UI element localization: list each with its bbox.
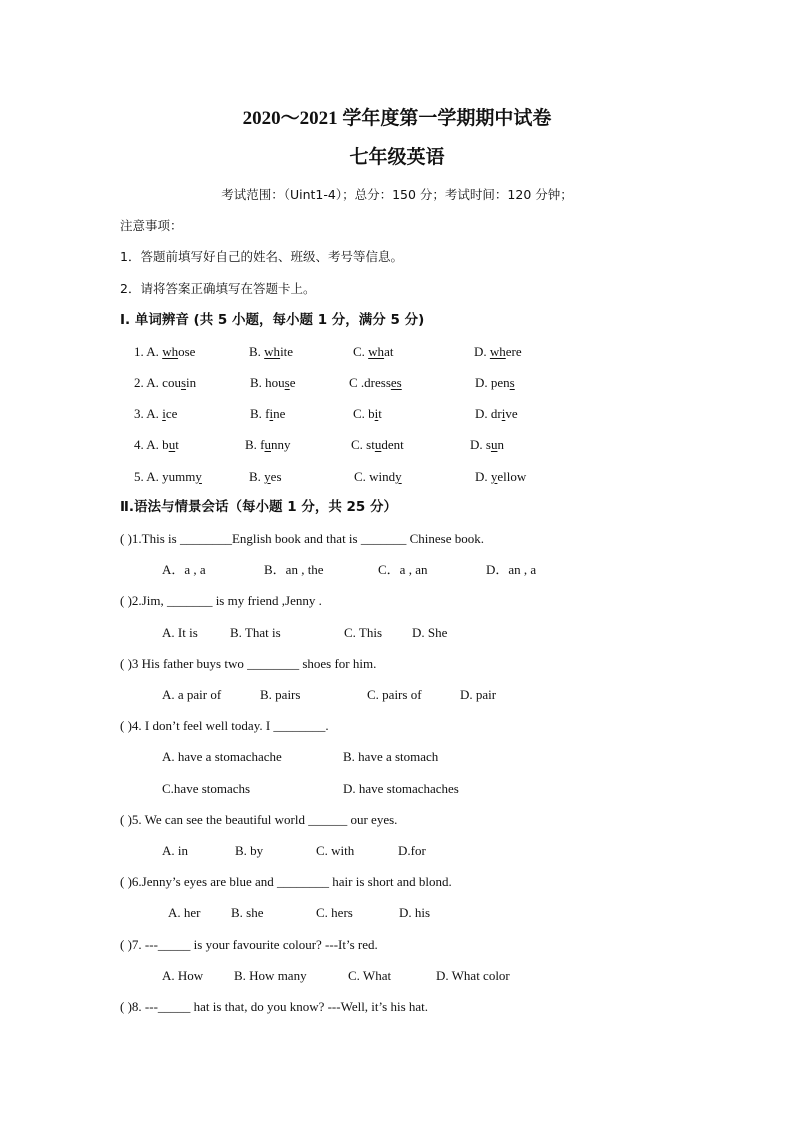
section1-q5-option-A: A. yummy <box>146 469 202 484</box>
section1-q5-option-C: C. windy <box>354 469 402 484</box>
section2-q7-option-A: A. How <box>162 968 204 983</box>
section1-q2-option-D: D. pens <box>475 375 515 390</box>
section1-q1-option-A: A. whose <box>146 344 196 359</box>
section1-q1-option-D: D. where <box>474 344 522 359</box>
section2-q1-option-C: C．a , an <box>378 562 428 577</box>
section2-q6-option-D: D. his <box>399 905 431 920</box>
section2-q3-option-A: A. a pair of <box>162 687 222 702</box>
section1-q4-option-D: D. sun <box>470 437 504 452</box>
notes-item-1: 1．答题前填写好自己的姓名、班级、考号等信息。 <box>120 249 403 264</box>
section1-q4-option-A: A. but <box>146 437 179 452</box>
section2-q7-option-B: B. How many <box>234 968 307 983</box>
notes-heading: 注意事项： <box>120 218 183 233</box>
underlined-letters: s <box>509 375 515 390</box>
section2-question-2-stem: ( )2.Jim, _______ is my friend ,Jenny . <box>120 593 322 608</box>
section2-question-8-stem: ( )8. ---_____ hat is that, do you know? ---Well, it’s his hat. <box>120 999 429 1014</box>
section2-q2-option-B: B. That is <box>230 625 281 640</box>
section1-q3-option-D: D. drive <box>475 406 518 421</box>
section1-option-cell <box>250 406 285 422</box>
section1-q4-option-B: B. funny <box>245 437 291 452</box>
section1-q3-option-C: C. bit <box>353 406 382 421</box>
section1-option-cell <box>250 375 296 391</box>
underlined-letters: s <box>180 375 187 390</box>
underlined-letters: y <box>395 469 402 484</box>
section2-q2-option-A: A. It is <box>162 625 198 640</box>
section1-option-cell <box>475 375 515 391</box>
underlined-letters: u <box>374 437 382 452</box>
section1-option-cell <box>353 344 393 360</box>
section1-option-cell <box>475 469 526 485</box>
section1-q1-option-C: C. what <box>353 344 394 359</box>
section1-option-cell <box>349 375 402 391</box>
section1-q2-option-A: A. cousin <box>146 375 197 390</box>
section2-q3-option-C: C. pairs of <box>367 687 422 702</box>
section2-q3-option-D: D. pair <box>460 687 497 702</box>
underlined-letters: i <box>269 406 274 421</box>
section2-q7-option-D: D. What color <box>436 968 510 983</box>
section2-q3-option-B: B. pairs <box>260 687 301 702</box>
section2-q2-option-D: D. She <box>412 625 448 640</box>
section1-option-cell <box>475 406 518 422</box>
section1-q2-option-C: C .dresses <box>349 375 402 390</box>
section2-q1-option-A: A．a , a <box>162 562 206 577</box>
exam-info: 考试范围：（Uint1-4）；总分：150 分；考试时间：120 分钟； <box>221 187 573 202</box>
underlined-letters: wh <box>489 344 506 359</box>
section1-option-cell <box>354 469 402 485</box>
section2-q5-option-C: C. with <box>316 843 355 858</box>
underlined-letters: u <box>490 437 498 452</box>
underlined-letters: s <box>284 375 290 390</box>
section1-question-1: 1. A. whose <box>134 344 196 359</box>
section1-question-5: 5. A. yummy <box>134 469 202 484</box>
section2-q2-option-C: C. This <box>344 625 383 640</box>
underlined-letters: wh <box>162 344 179 359</box>
section1-question-3: 3. A. ice <box>134 406 178 421</box>
section1-option-cell <box>351 437 404 453</box>
section2-q5-option-A: A. in <box>162 843 188 858</box>
section1-option-cell <box>470 437 504 453</box>
underlined-letters: u <box>168 437 176 452</box>
underlined-letters: i <box>162 406 166 421</box>
section2-q6-option-B: B. she <box>231 905 264 920</box>
underlined-letters: i <box>374 406 379 421</box>
section1-q1-option-B: B. white <box>249 344 294 359</box>
section1-q3-option-A: A. ice <box>146 406 178 421</box>
underlined-letters: wh <box>368 344 385 359</box>
section1-option-cell <box>353 406 382 422</box>
section1-option-cell <box>249 469 282 485</box>
section2-q7-option-C: C. What <box>348 968 392 983</box>
section2-question-5-stem: ( )5. We can see the beautiful world ______ our eyes. <box>120 812 398 827</box>
section1-question-2: 2. A. cousin <box>134 375 197 390</box>
section2-q5-option-D: D.for <box>398 843 426 858</box>
underlined-letters: wh <box>264 344 281 359</box>
section1-heading: I. 单词辨音 (共 5 小题，每小题 1 分，满分 5 分) <box>120 312 425 328</box>
underlined-letters: es <box>390 375 402 390</box>
section2-q1-option-B: B．an , the <box>264 562 324 577</box>
section2-q4-option-A: A. have a stomachache <box>162 749 282 764</box>
section2-question-6-stem: ( )6.Jenny’s eyes are blue and ________ hair is short and blond. <box>120 874 452 889</box>
section1-q5-option-D: D. yellow <box>475 469 527 484</box>
section1-q4-option-C: C. student <box>351 437 404 452</box>
underlined-letters: y <box>490 469 498 484</box>
section2-q4-option-B: B. have a stomach <box>343 749 439 764</box>
section2-question-7-stem: ( )7. ---_____ is your favourite colour? ---It’s red. <box>120 937 378 952</box>
section2-q4-option-C: C.have stomachs <box>162 781 251 796</box>
section1-q2-option-B: B. house <box>250 375 296 390</box>
section2-q1-option-D: D．an , a <box>486 562 537 577</box>
underlined-letters: y <box>195 469 202 484</box>
section1-option-cell <box>474 344 522 360</box>
section2-q6-option-C: C. hers <box>316 905 353 920</box>
section2-q5-option-B: B. by <box>235 843 264 858</box>
exam-title: 2020～2021 学年度第一学期期中试卷 <box>242 108 552 129</box>
section2-question-4-stem: ( )4. I don’t feel well today. I ________. <box>120 718 329 733</box>
notes-item-2: 2．请将答案正确填写在答题卡上。 <box>120 281 316 296</box>
section1-q3-option-B: B. fine <box>250 406 286 421</box>
underlined-letters: y <box>264 469 271 484</box>
section1-question-4: 4. A. but <box>134 437 179 452</box>
underlined-letters: u <box>264 437 271 452</box>
section2-question-1-stem: ( )1.This is ________English book and that is _______ Chinese book. <box>120 531 484 546</box>
exam-grade-subject: 七年级英语 <box>349 147 445 168</box>
section1-q5-option-B: B. yes <box>249 469 282 484</box>
section2-question-3-stem: ( )3 His father buys two ________ shoes for him. <box>120 656 377 671</box>
section1-option-cell <box>249 344 293 360</box>
underlined-letters: i <box>501 406 506 421</box>
section2-heading: Ⅱ.语法与情景会话（每小题 1 分，共 25 分） <box>120 499 397 515</box>
section2-q6-option-A: A. her <box>168 905 201 920</box>
section2-q4-option-D: D. have stomachaches <box>343 781 459 796</box>
section1-option-cell <box>245 437 291 453</box>
